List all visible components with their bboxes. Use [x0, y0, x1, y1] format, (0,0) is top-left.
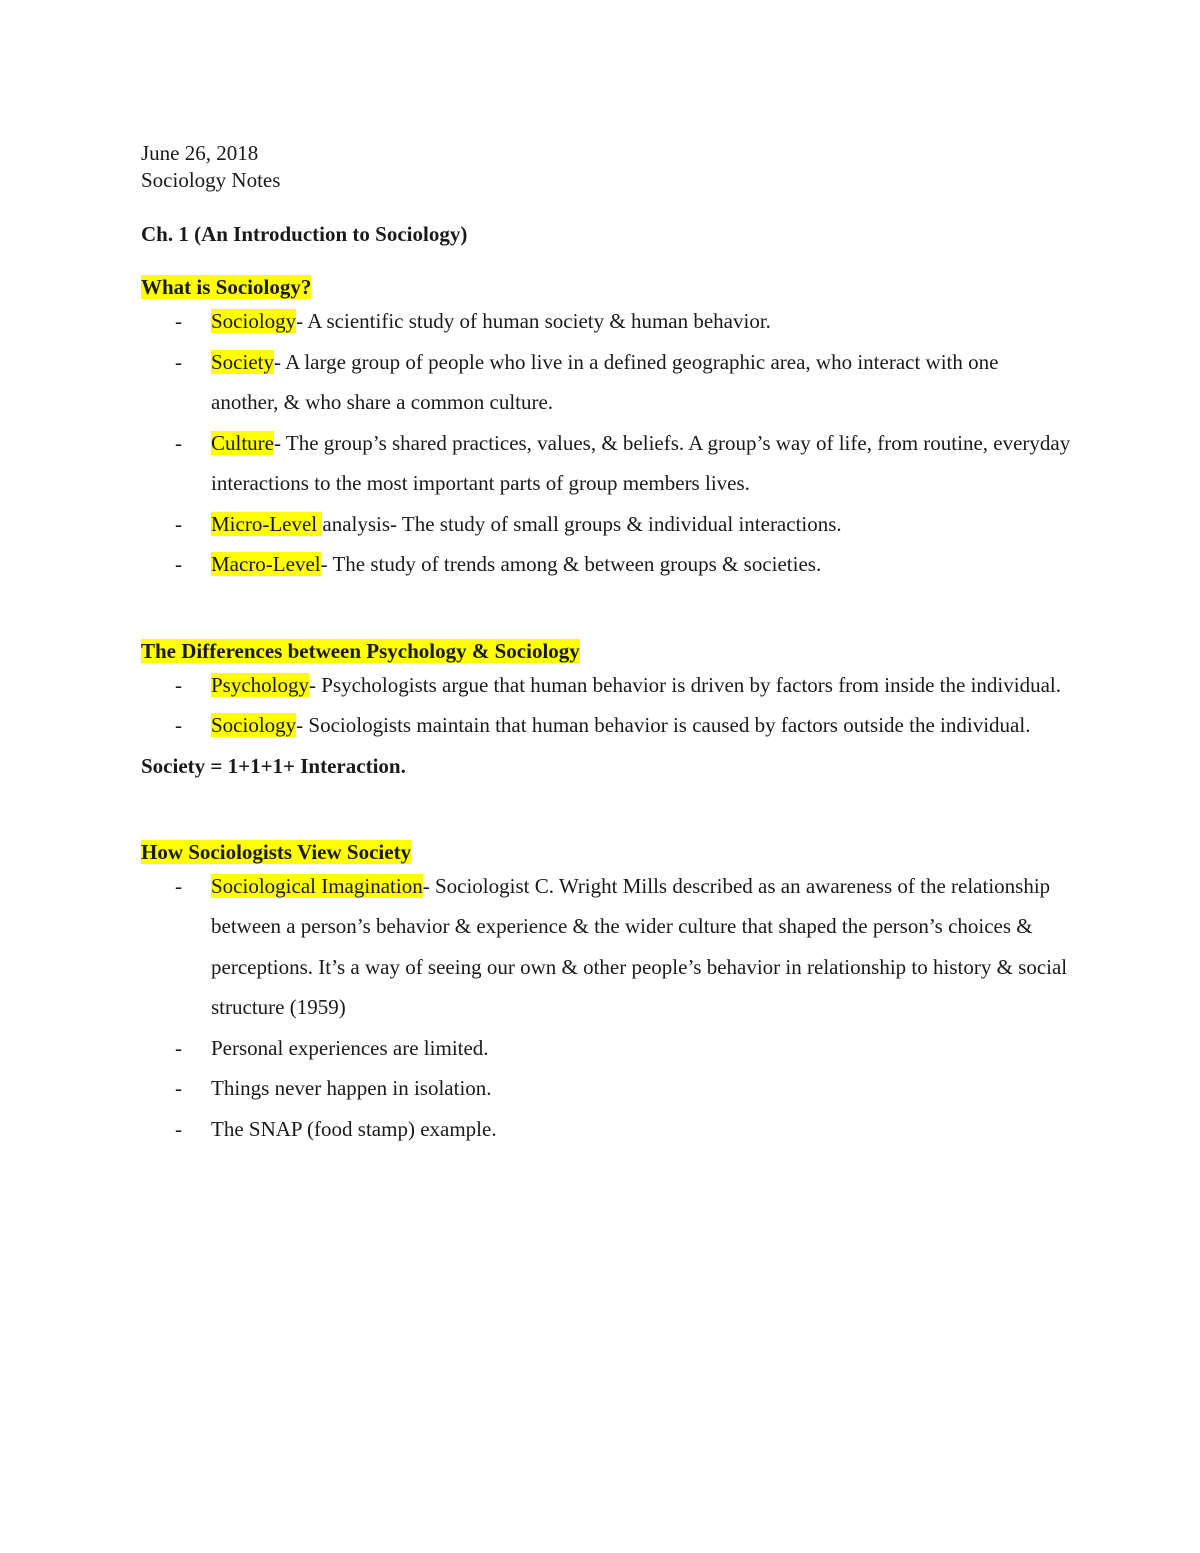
term-definition: - A scientific study of human society & human behavior.	[296, 309, 771, 333]
term-definition: - Psychologists argue that human behavior is driven by factors from inside the individual.	[309, 672, 1061, 697]
bullet-dash: -	[175, 1035, 182, 1060]
term-highlight: Psychology	[211, 672, 310, 697]
note-date: June 26, 2018	[141, 141, 259, 165]
item-text: Things never happen in isolation.	[211, 1076, 492, 1100]
bullet-dash: -	[175, 1116, 182, 1141]
list-item	[141, 665, 1071, 706]
note-subtitle: Sociology Notes	[141, 168, 281, 192]
term-highlight: Culture	[211, 430, 274, 455]
bullet-list	[141, 866, 1071, 1150]
term-highlight: Sociology	[211, 309, 297, 333]
document-page	[141, 140, 1071, 1149]
list-item	[141, 1068, 1071, 1109]
section-heading	[141, 638, 1071, 665]
bullet-dash: -	[175, 511, 182, 536]
term-definition: - The study of trends among & between groups & societies.	[320, 552, 822, 576]
list-item	[141, 544, 1071, 585]
term-definition: - The group’s shared practices, values, & beliefs. A group’s way of life, from routine, everyday interactions to the most important parts of group members lives.	[211, 430, 1071, 495]
highlighted-heading: How Sociologists View Society	[141, 839, 412, 864]
highlighted-heading: The Differences between Psychology & Sociology	[141, 638, 580, 663]
list-item	[141, 866, 1071, 1028]
bullet-dash: -	[175, 552, 182, 576]
bullet-dash: -	[175, 873, 182, 898]
term-highlight: Sociological Imagination	[211, 873, 423, 898]
term-highlight: Macro-Level	[211, 552, 321, 576]
term-definition: - A large group of people who live in a defined geographic area, who interact with one another, & who share a common culture.	[211, 349, 999, 414]
bullet-dash: -	[175, 713, 182, 737]
list-item	[141, 301, 1071, 342]
term-definition: - Sociologist C. Wright Mills described as an awareness of the relationship between a person’s behavior & experience & the wider culture that shaped the person’s choices & perceptions. It’s a way of seeing our own & other people’s behavior in relationship to history & social structure (1959)	[211, 873, 1068, 1019]
term-definition: - Sociologists maintain that human behavior is caused by factors outside the individual.	[296, 713, 1031, 737]
bullet-dash: -	[175, 349, 182, 374]
term-highlight: Sociology	[211, 713, 297, 737]
list-item	[141, 1028, 1071, 1069]
term-highlight: Micro-Level	[211, 511, 323, 536]
item-text: Personal experiences are limited.	[211, 1035, 489, 1060]
bullet-list	[141, 665, 1071, 746]
section-heading	[141, 839, 1071, 866]
bullet-dash: -	[175, 430, 182, 455]
list-item	[141, 342, 1071, 423]
list-item	[141, 1109, 1071, 1150]
list-item	[141, 423, 1071, 504]
highlighted-heading: What is Sociology?	[141, 275, 312, 299]
bullet-dash: -	[175, 309, 182, 333]
list-item	[141, 705, 1071, 746]
term-highlight: Society	[211, 349, 274, 374]
list-item	[141, 504, 1071, 545]
chapter-title: Ch. 1 (An Introduction to Sociology)	[141, 222, 468, 246]
term-definition: analysis- The study of small groups & individual interactions.	[322, 511, 842, 536]
society-equation: Society = 1+1+1+ Interaction.	[141, 753, 406, 778]
bullet-dash: -	[175, 672, 182, 697]
item-text: The SNAP (food stamp) example.	[211, 1116, 497, 1141]
section-heading	[141, 274, 1071, 301]
bullet-dash: -	[175, 1076, 182, 1100]
bullet-list	[141, 301, 1071, 585]
